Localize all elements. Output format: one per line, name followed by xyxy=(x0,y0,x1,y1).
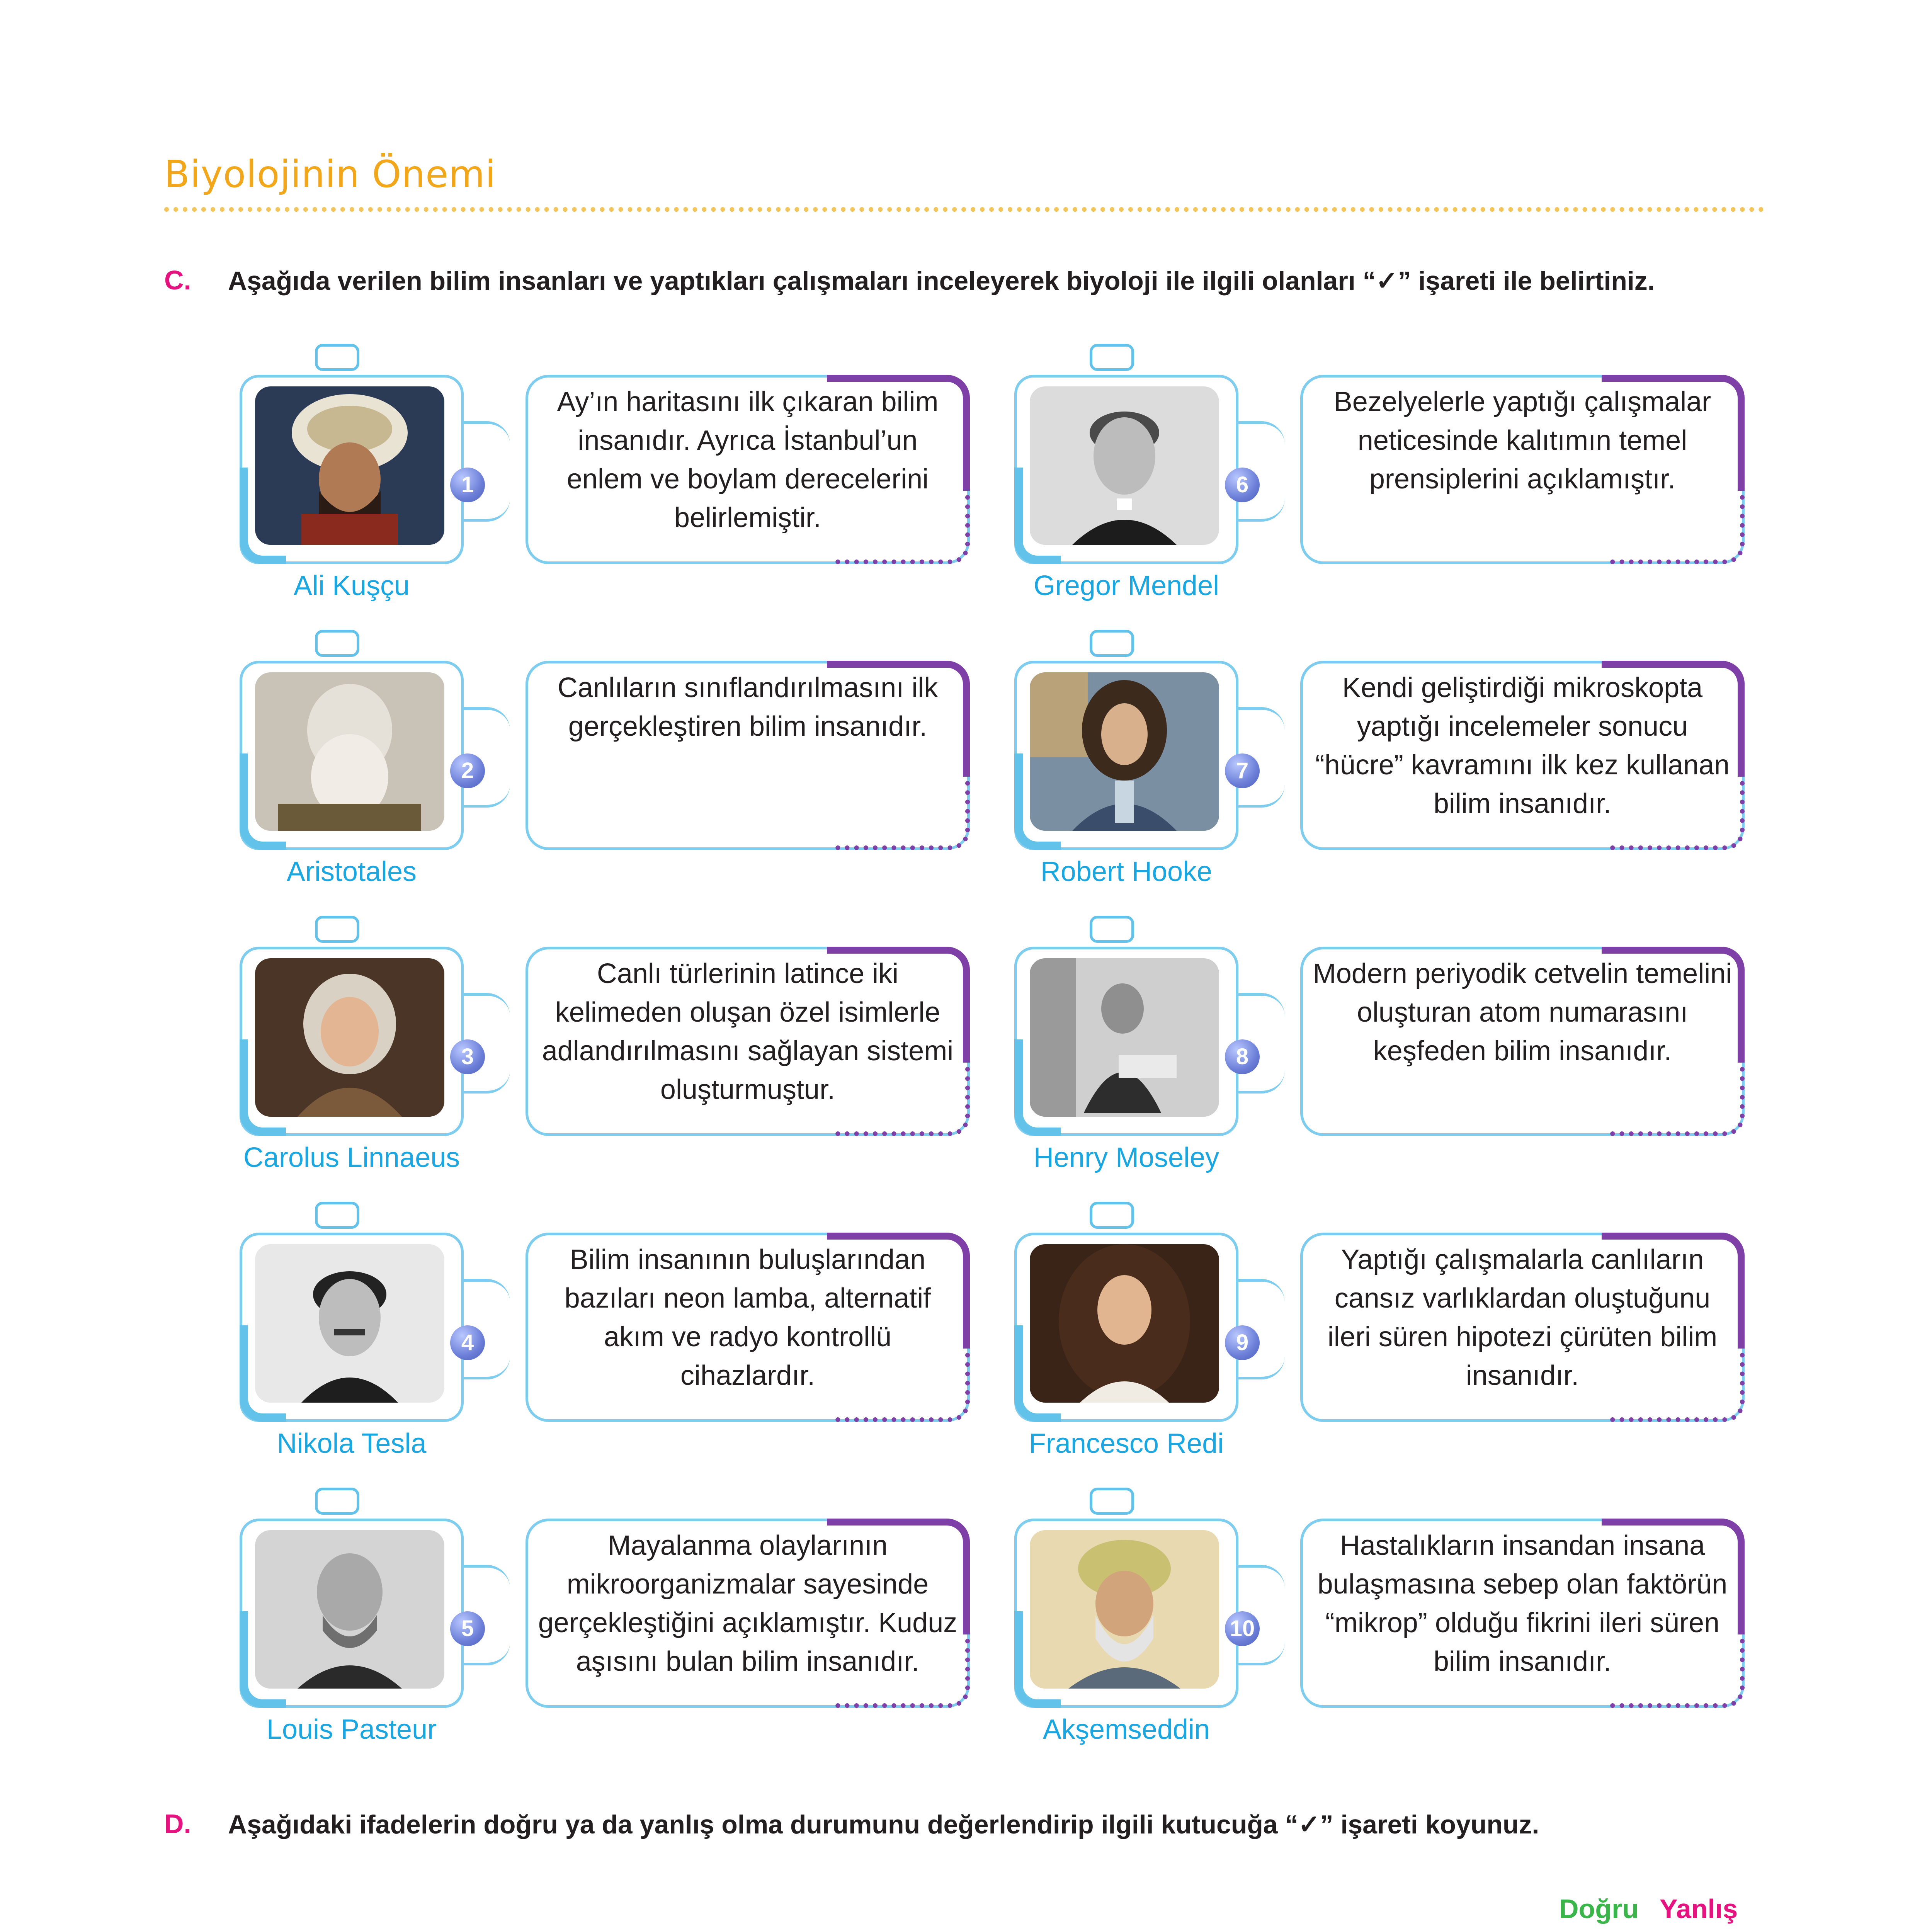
portrait-robert-hooke xyxy=(1030,672,1219,831)
card-connector xyxy=(464,993,510,1094)
card-number-badge: 9 xyxy=(1225,1325,1260,1360)
card-tab xyxy=(315,344,359,371)
card-number-badge: 10 xyxy=(1225,1611,1260,1646)
section-c-instruction: Aşağıda verilen bilim insanları ve yaptıkları çalışmaları inceleyerek biyoloji ile ilgili olanları “✓” işareti ile belirtiniz. xyxy=(228,266,1655,296)
card-connector xyxy=(464,707,510,808)
scientist-description: Mayalanma olaylarının mikroorganizmalar sayesinde gerçekleştiğini açıklamıştır. Kuduz aşısını bulan bilim insanıdır. xyxy=(538,1530,957,1677)
column-header-false: Yanlış xyxy=(1660,1894,1738,1924)
scientist-description: Bilim insanının buluşlarından bazıları neon lamba, alternatif akım ve radyo kontrollü cihazlardır. xyxy=(564,1244,931,1391)
card-tab xyxy=(1090,344,1134,371)
scientist-description: Ay’ın haritasını ilk çıkaran bilim insanıdır. Ayrıca İstanbul’un enlem ve boylam derecelerini belirlemiştir. xyxy=(557,386,939,533)
scientist-name: Francesco Redi xyxy=(1029,1428,1224,1459)
scientist-description: Yaptığı çalışmalarla canlıların cansız varlıklardan oluştuğunu ileri süren hipotezi çürüten bilim insanıdır. xyxy=(1327,1244,1718,1391)
portrait-louis-pasteur xyxy=(255,1530,444,1689)
scientist-card-5 xyxy=(240,1488,1028,1758)
card-number-badge: 6 xyxy=(1225,468,1260,502)
card-connector xyxy=(464,1279,510,1379)
portrait-nikola-tesla xyxy=(255,1244,444,1403)
card-connector xyxy=(1238,993,1285,1094)
scientist-name: Ali Kuşçu xyxy=(293,570,410,601)
scientist-name: Henry Moseley xyxy=(1033,1142,1219,1173)
scientist-name: Louis Pasteur xyxy=(266,1714,437,1745)
card-number-badge: 5 xyxy=(450,1611,485,1646)
scientist-name: Aristotales xyxy=(286,856,417,887)
scientist-description: Kendi geliştirdiği mikroskopta yaptığı incelemeler sonucu “hücre” kavramını ilk kez kullanan bilim insanıdır. xyxy=(1315,672,1730,819)
card-connector xyxy=(464,421,510,522)
card-tab xyxy=(315,1202,359,1229)
card-tab xyxy=(315,630,359,657)
card-tab xyxy=(1090,1202,1134,1229)
scientist-card-1 xyxy=(240,344,1028,614)
scientist-card-8 xyxy=(1014,916,1803,1186)
scientist-name: Carolus Linnaeus xyxy=(243,1142,460,1173)
scientist-card-2 xyxy=(240,630,1028,900)
scientist-name: Akşemseddin xyxy=(1043,1714,1210,1745)
card-number-badge: 1 xyxy=(450,468,485,502)
scientist-card-6 xyxy=(1014,344,1803,614)
card-number-badge: 8 xyxy=(1225,1039,1260,1074)
card-connector xyxy=(1238,421,1285,522)
portrait-carolus-linnaeus xyxy=(255,958,444,1117)
portrait-francesco-redi xyxy=(1030,1244,1219,1403)
section-d-instruction: Aşağıdaki ifadelerin doğru ya da yanlış olma durumunu değerlendirip ilgili kutucuğa “✓” işareti koyunuz. xyxy=(228,1810,1539,1839)
title-divider xyxy=(164,207,1764,212)
portrait-ali-kuscu xyxy=(255,386,444,545)
section-c-letter: C. xyxy=(164,265,191,295)
card-tab xyxy=(1090,916,1134,943)
card-number-badge: 7 xyxy=(1225,753,1260,788)
scientist-card-9 xyxy=(1014,1202,1803,1472)
card-number-badge: 2 xyxy=(450,753,485,788)
portrait-gregor-mendel xyxy=(1030,386,1219,545)
section-d-letter: D. xyxy=(164,1809,191,1839)
card-tab xyxy=(1090,1488,1134,1515)
scientist-name: Gregor Mendel xyxy=(1033,570,1219,601)
section-title: Biyolojinin Önemi xyxy=(164,153,496,196)
card-number-badge: 3 xyxy=(450,1039,485,1074)
card-number-badge: 4 xyxy=(450,1325,485,1360)
scientist-card-4 xyxy=(240,1202,1028,1472)
scientist-description: Bezelyelerle yaptığı çalışmalar neticesinde kalıtımın temel prensiplerini açıklamıştır. xyxy=(1333,386,1711,495)
scientist-description: Canlı türlerinin latince iki kelimeden oluşan özel isimlerle adlandırılmasını sağlayan sistemi oluşturmuştur. xyxy=(542,958,954,1105)
scientist-description: Modern periyodik cetvelin temelini oluşturan atom numarasını keşfeden bilim insanıdır. xyxy=(1313,958,1732,1066)
card-tab xyxy=(315,1488,359,1515)
scientist-card-10 xyxy=(1014,1488,1803,1758)
scientist-name: Robert Hooke xyxy=(1040,856,1213,887)
card-connector xyxy=(1238,1279,1285,1379)
card-tab xyxy=(315,916,359,943)
card-tab xyxy=(1090,630,1134,657)
scientist-name: Nikola Tesla xyxy=(277,1428,427,1459)
card-connector xyxy=(1238,707,1285,808)
portrait-aksemseddin xyxy=(1030,1530,1219,1689)
card-connector xyxy=(464,1565,510,1665)
column-header-true: Doğru xyxy=(1559,1894,1639,1924)
portrait-henry-moseley xyxy=(1030,958,1219,1117)
scientist-card-3 xyxy=(240,916,1028,1186)
card-connector xyxy=(1238,1565,1285,1665)
scientist-description: Hastalıkların insandan insana bulaşmasına sebep olan faktörün “mikrop” olduğu fikrini ileri süren bilim insanıdır. xyxy=(1317,1530,1728,1677)
scientist-description: Canlıların sınıflandırılmasını ilk gerçekleştiren bilim insanıdır. xyxy=(557,672,938,742)
scientist-card-7 xyxy=(1014,630,1803,900)
portrait-aristotales xyxy=(255,672,444,831)
